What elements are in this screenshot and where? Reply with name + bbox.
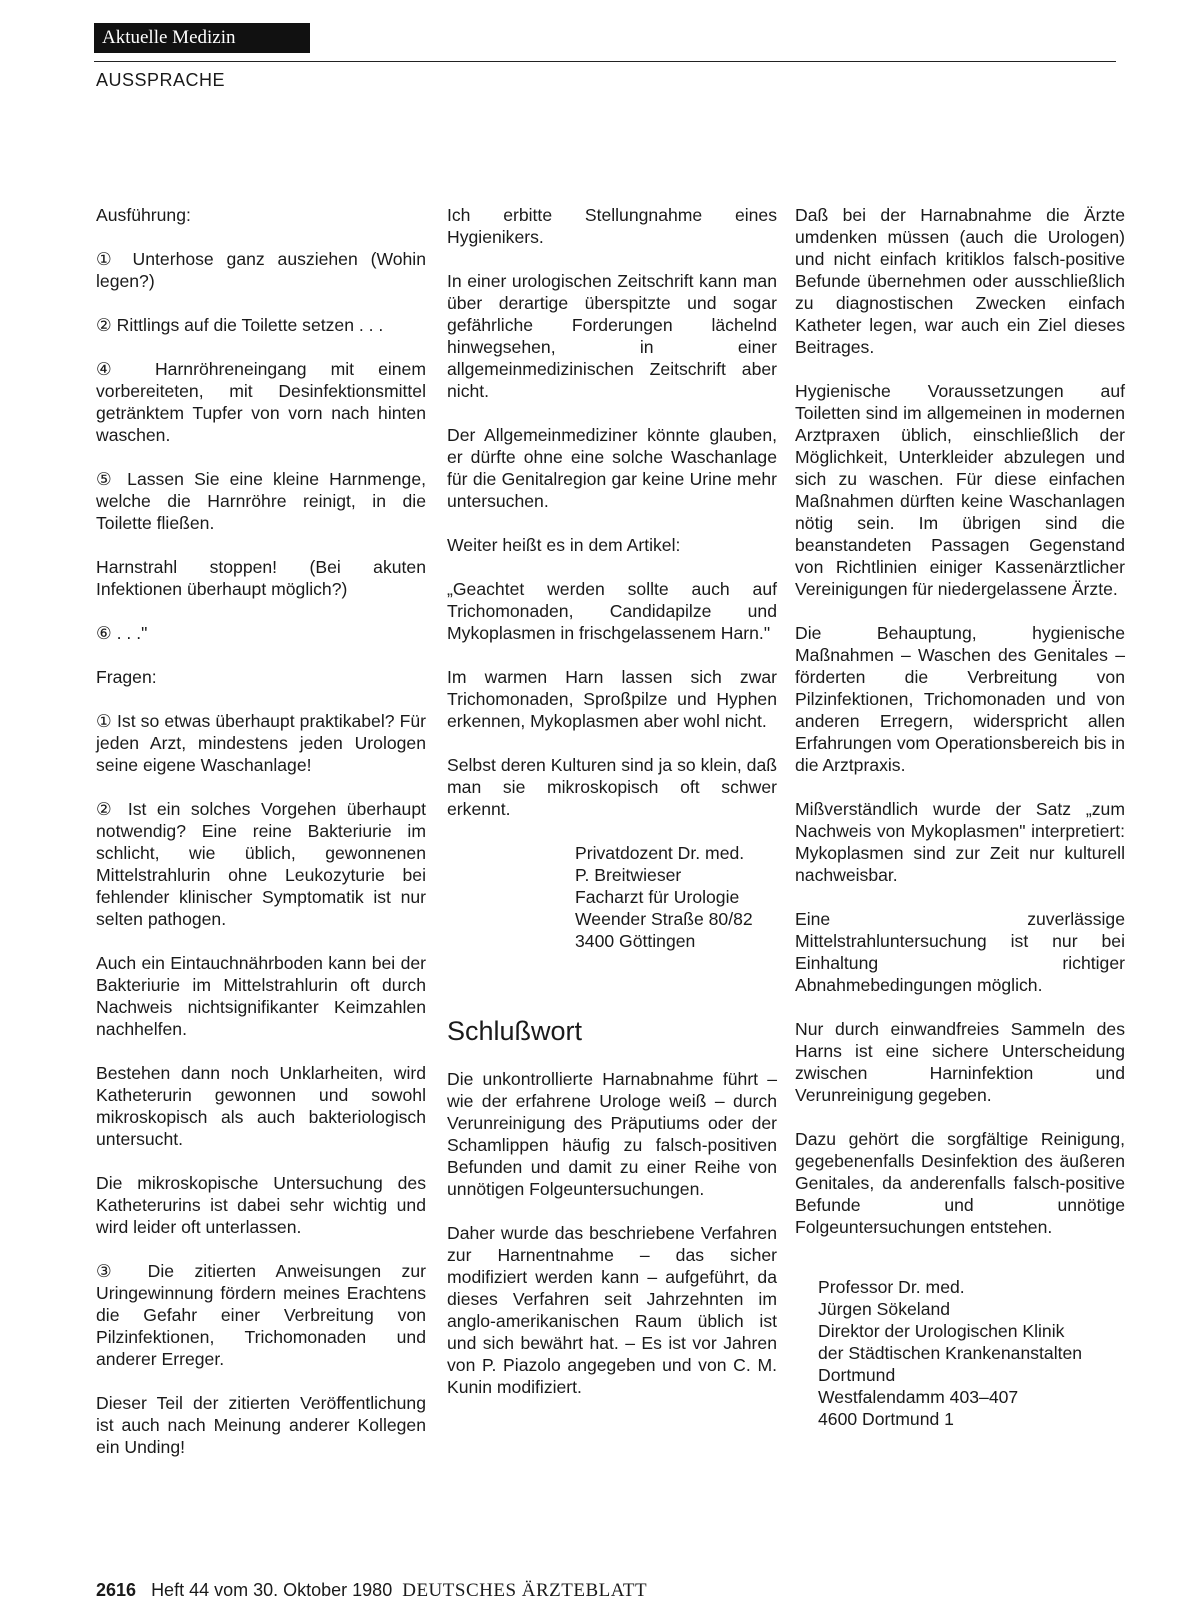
paragraph: Die Behauptung, hygienische Maßnahmen – Waschen des Genitales – förderten die Verbreitung von Pilzinfektionen, Trichomonaden und von anderen Erregern, widerspricht allen Erfahrungen vom Operationsbereich bis in die Arztpraxis. — [795, 623, 1125, 775]
paragraph: Ausführung: — [96, 205, 191, 225]
paragraph: Fragen: — [96, 667, 157, 687]
paragraph: ① Ist so etwas überhaupt praktikabel? Für jeden Arzt, mindestens jeden Urologen seine eigene Waschanlage! — [96, 711, 426, 775]
paragraph: Die unkontrollierte Harnabnahme führt – wie der erfahrene Urologe weiß – durch Verunreinigung des Präputiums oder der Schamlippen häufig zu falsch-positiven Befunden und damit zu einer Reihe von unnötigen Folgeuntersuchungen. — [447, 1069, 777, 1199]
paragraph: Der Allgemeinmediziner könnte glauben, er dürfte ohne eine solche Waschanlage für die Genitalregion gar keine Urine mehr untersuchen. — [447, 425, 777, 511]
paragraph: Die mikroskopische Untersuchung des Katheterurins ist dabei sehr wichtig und wird leider oft unterlassen. — [96, 1173, 426, 1237]
author-signature-2: Professor Dr. med. Jürgen Sökeland Direktor der Urologischen Klinik der Städtischen Krankenanstalten Dortmund Westfalendamm 403–407 4600 Dortmund 1 — [818, 1277, 1083, 1429]
paragraph: Weiter heißt es in dem Artikel: — [447, 535, 681, 555]
section-label: Aktuelle Medizin — [94, 23, 310, 53]
issue-info: Heft 44 vom 30. Oktober 1980 — [151, 1580, 393, 1600]
paragraph: Nur durch einwandfreies Sammeln des Harns ist eine sichere Unterscheidung zwischen Harninfektion und Verunreinigung gegeben. — [795, 1019, 1125, 1105]
paragraph: Auch ein Eintauchnährboden kann bei der Bakteriurie im Mittelstrahlurin oft durch Nachweis nichtsignifikanter Keimzahlen nachhelfen. — [96, 953, 426, 1039]
header-rule — [94, 61, 1116, 62]
rubric-title: AUSSPRACHE — [96, 70, 226, 90]
paragraph: ⑥ . . ." — [96, 623, 148, 643]
paragraph: Dieser Teil der zitierten Veröffentlichung ist auch nach Meinung anderer Kollegen ein Unding! — [96, 1393, 426, 1457]
paragraph: Bestehen dann noch Unklarheiten, wird Katheterurin gewonnen und sowohl mikroskopisch als auch bakteriologisch untersucht. — [96, 1063, 426, 1149]
author-signature-1: Privatdozent Dr. med. P. Breitwieser Facharzt für Urologie Weender Straße 80/82 3400 Göttingen — [575, 843, 753, 951]
page-number: 2616 — [96, 1580, 137, 1600]
paragraph: Hygienische Voraussetzungen auf Toiletten sind im allgemeinen in modernen Arztpraxen üblich, einschließlich der Möglichkeit, Unterkleider abzulegen und sich zu waschen. Für diese einfachen Maßnahmen dürften keine Waschanlagen nötig sein. Im übrigen sind die beanstandeten Passagen Gegenstand von Richtlinien einiger Kassenärztlicher Vereinigungen für niedergelassene Ärzte. — [795, 381, 1125, 599]
paragraph: ② Rittlings auf die Toilette setzen . . . — [96, 315, 384, 335]
paragraph: ③ Die zitierten Anweisungen zur Uringewinnung fördern meines Erachtens die Gefahr einer Verbreitung von Pilzinfektionen, Trichomonaden und anderer Erreger. — [96, 1261, 426, 1369]
paragraph: ① Unterhose ganz ausziehen (Wohin legen?) — [96, 249, 426, 291]
paragraph: Daher wurde das beschriebene Verfahren zur Harnentnahme – das sicher modifiziert werden kann – aufgeführt, da dieses Verfahren seit Jahrzehnten im anglo-amerikanischen Raum üblich ist und sich bewährt hat. – Es ist vor Jahren von P. Piazolo angegeben und von C. M. Kunin modifiziert. — [447, 1223, 777, 1397]
page-footer — [96, 1580, 647, 1602]
paragraph: Mißverständlich wurde der Satz „zum Nachweis von Mykoplasmen" interpretiert: Mykoplasmen sind zur Zeit nur kulturell nachweisbar. — [795, 799, 1125, 885]
article-column-2 — [447, 204, 777, 1420]
journal-name: DEUTSCHES ÄRZTEBLATT — [402, 1580, 648, 1601]
paragraph: In einer urologischen Zeitschrift kann man über derartige überspitzte und sogar gefährliche Forderungen lächelnd hinwegsehen, in einer allgemeinmedizinischen Zeitschrift aber nicht. — [447, 271, 777, 401]
paragraph: „Geachtet werden sollte auch auf Trichomonaden, Candidapilze und Mykoplasmen in frischgelassenem Harn." — [447, 579, 777, 643]
paragraph: Selbst deren Kulturen sind ja so klein, daß man sie mikroskopisch oft schwer erkennt. — [447, 755, 777, 819]
paragraph: ⑤ Lassen Sie eine kleine Harnmenge, welche die Harnröhre reinigt, in die Toilette fließen. — [96, 469, 426, 533]
paragraph: Eine zuverlässige Mittelstrahluntersuchung ist nur bei Einhaltung richtiger Abnahmebedingungen möglich. — [795, 909, 1125, 995]
paragraph: Daß bei der Harnabnahme die Ärzte umdenken müssen (auch die Urologen) und nicht einfach kritiklos falsch-positive Befunde übernehmen oder ausschließlich zu diagnostischen Zwecken einfach Katheter legen, war auch ein Ziel dieses Beitrages. — [795, 205, 1125, 357]
paragraph: Harnstrahl stoppen! (Bei akuten Infektionen überhaupt möglich?) — [96, 557, 426, 599]
paragraph: ② Ist ein solches Vorgehen überhaupt notwendig? Eine reine Bakteriurie im schlicht, wie üblich, gewonnenen Mittelstrahlurin ohne Leukozyturie bei fehlender klinischer Symptomatik ist nur selten pathogen. — [96, 799, 426, 929]
section-heading: Schlußwort — [447, 1016, 583, 1046]
paragraph: Im warmen Harn lassen sich zwar Trichomonaden, Sproßpilze und Hyphen erkennen, Mykoplasmen aber wohl nicht. — [447, 667, 777, 731]
article-column-1 — [96, 204, 426, 1480]
paragraph: ④ Harnröhreneingang mit einem vorbereiteten, mit Desinfektionsmittel getränktem Tupfer von vorn nach hinten waschen. — [96, 359, 426, 445]
paragraph: Ich erbitte Stellungnahme eines Hygienikers. — [447, 205, 777, 247]
article-column-3 — [795, 204, 1125, 1452]
paragraph: Dazu gehört die sorgfältige Reinigung, gegebenenfalls Desinfektion des äußeren Genitales, da anderenfalls falsch-positive Befunde und unnötige Folgeuntersuchungen entstehen. — [795, 1129, 1125, 1237]
